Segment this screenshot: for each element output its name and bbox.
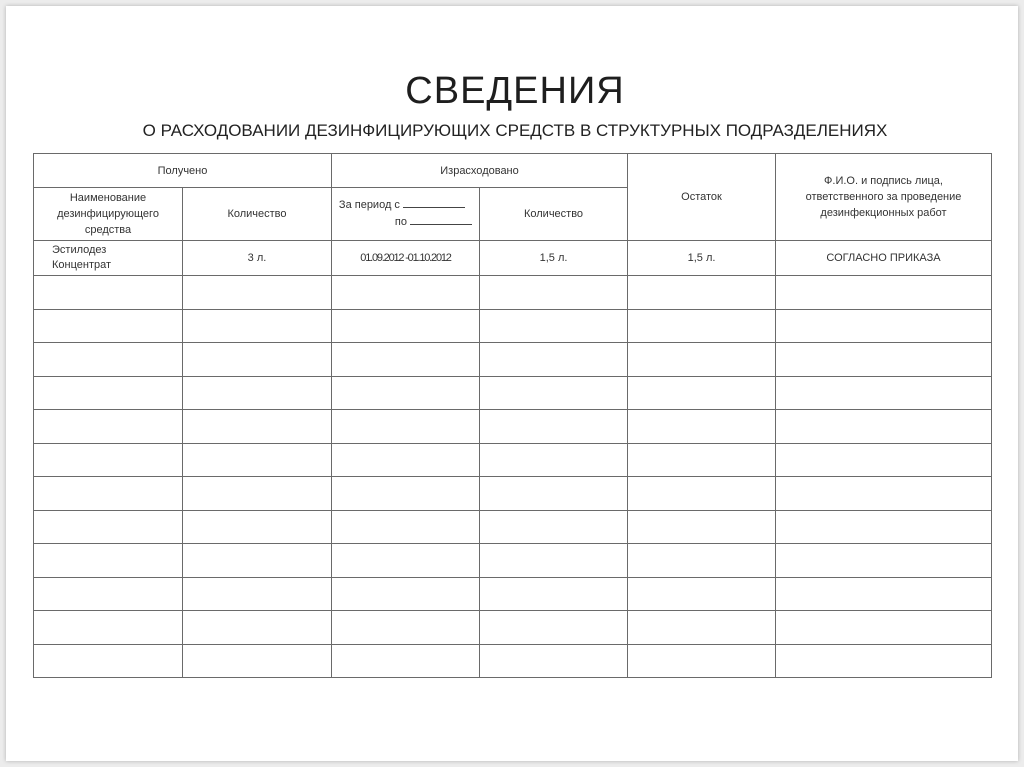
table-cell [480,577,628,611]
cell-remainder: 1,5 л. [628,241,776,276]
table-cell [34,577,183,611]
header-period [332,188,480,241]
table-row [34,376,992,410]
table-cell [628,477,776,511]
table-cell [776,376,992,410]
table-cell [776,477,992,511]
table-cell [480,477,628,511]
table-cell [628,443,776,477]
disinfectant-name-line1: Эстилодез [52,244,107,256]
table-cell [183,376,332,410]
header-remainder: Остаток [628,154,776,241]
table-cell [480,443,628,477]
table-cell [183,410,332,444]
table-cell [332,510,480,544]
cell-received-qty: 3 л. [183,241,332,276]
table-row [34,477,992,511]
table-cell [776,644,992,678]
table-cell [34,343,183,377]
table-cell [34,611,183,645]
page-title: СВЕДЕНИЯ [405,70,625,112]
table-cell [183,510,332,544]
table-cell [776,343,992,377]
cell-spent-qty: 1,5 л. [480,241,628,276]
table-cell [628,410,776,444]
table-cell [628,544,776,578]
table-cell [34,276,183,310]
table-row [34,611,992,645]
disinfectant-name-line2: Концентрат [52,259,112,271]
table-cell [776,276,992,310]
disinfectant-journal-table [33,153,992,678]
table-row [34,577,992,611]
table-row [34,410,992,444]
table-cell [332,644,480,678]
table-cell [183,477,332,511]
table-cell [183,544,332,578]
table-row [34,443,992,477]
page-subtitle: О РАСХОДОВАНИИ ДЕЗИНФИЦИРУЮЩИХ СРЕДСТВ В СТРУКТУРНЫХ ПОДРАЗДЕЛЕНИЯХ [142,121,888,140]
table-cell [480,410,628,444]
table-cell [34,443,183,477]
table-cell [34,544,183,578]
table-cell [776,510,992,544]
table-cell [183,343,332,377]
table-row [34,644,992,678]
header-received: Получено [34,154,332,188]
table-cell [628,376,776,410]
table-cell [628,577,776,611]
table-cell [332,376,480,410]
table-cell [332,577,480,611]
table-cell [776,410,992,444]
table-cell [332,544,480,578]
table-cell [183,611,332,645]
table-row [34,343,992,377]
table-row [34,510,992,544]
table-cell [628,611,776,645]
table-cell [776,577,992,611]
header-name [34,188,183,241]
table-row [34,544,992,578]
table-cell [34,376,183,410]
header-row-1 [34,154,992,188]
table-cell [34,644,183,678]
table-cell [332,309,480,343]
table-cell [628,644,776,678]
header-responsible-text: Ф.И.О. и подпись лица, ответственного за проведение дезинфекционных работ [805,175,962,219]
table-cell [34,510,183,544]
table-cell [332,611,480,645]
cell-responsible: СОГЛАСНО ПРИКАЗА [776,241,992,276]
table-cell [776,309,992,343]
table-cell [183,276,332,310]
table-row [34,241,992,276]
table-cell [776,544,992,578]
table-cell [34,309,183,343]
table-cell [332,343,480,377]
table-cell [628,510,776,544]
table-cell [480,343,628,377]
table-cell [34,477,183,511]
table-cell [183,644,332,678]
cell-period: 01.09.2012 -01.10.2012 [332,241,480,276]
header-name-text: Наименование дезинфицирующего средства [57,192,159,236]
table-cell [480,309,628,343]
table-cell [628,343,776,377]
table-row [34,276,992,310]
period-to-line [410,215,472,225]
table-cell [332,443,480,477]
table-cell [480,544,628,578]
period-label [339,197,472,231]
period-from-label: За период с [338,199,400,211]
header-spent: Израсходовано [332,154,628,188]
table-cell [332,410,480,444]
table-cell [34,410,183,444]
table-cell [628,276,776,310]
table-row [34,309,992,343]
period-from-line [403,198,465,208]
table-cell [776,443,992,477]
table-cell [480,510,628,544]
table-cell [628,309,776,343]
table-cell [183,443,332,477]
header-quantity-spent: Количество [480,188,628,241]
period-to-label: по [394,216,407,228]
header-quantity-received: Количество [183,188,332,241]
table-cell [480,611,628,645]
table-cell [776,611,992,645]
table-cell [480,644,628,678]
cell-disinfectant-name [34,241,183,276]
table-cell [183,577,332,611]
table-cell [480,376,628,410]
table-cell [332,477,480,511]
header-responsible [776,154,992,241]
table-cell [183,309,332,343]
table-cell [480,276,628,310]
table-cell [332,276,480,310]
